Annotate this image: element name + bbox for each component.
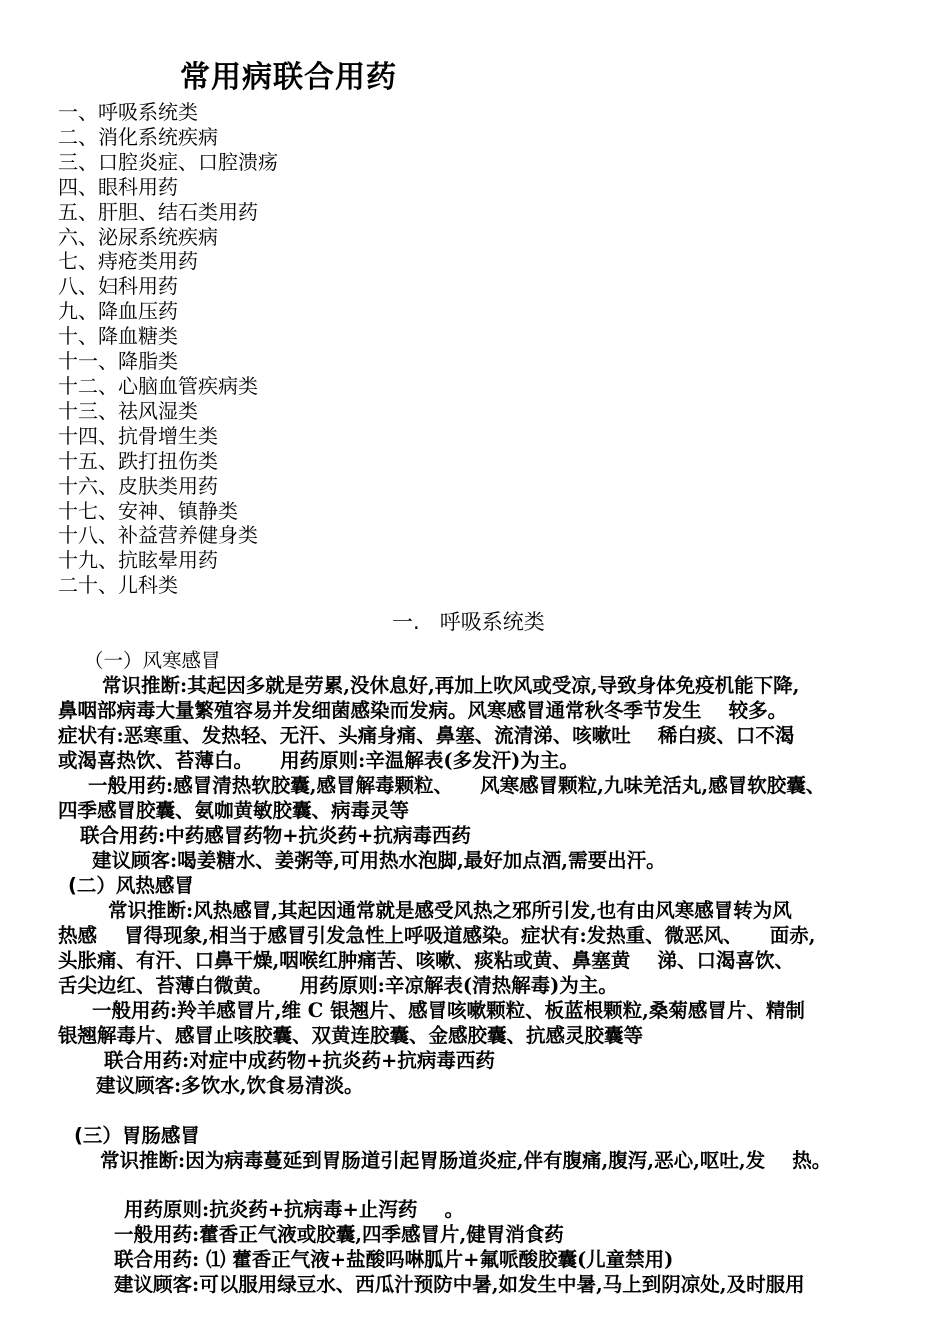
toc-item: 二、消化系统疾病: [58, 124, 218, 149]
toc-item: 八、妇科用药: [58, 274, 178, 299]
toc-item: 六、泌尿系统疾病: [58, 224, 218, 249]
toc-item: 十一、降脂类: [58, 349, 178, 374]
table-of-contents: [58, 100, 278, 598]
toc-item: 十六、皮肤类用药: [58, 473, 218, 498]
paragraph-line: 一般用药:感冒清热软胶囊,感冒解毒颗粒、 风寒感冒颗粒,九味羌活丸,感冒软胶囊、: [88, 774, 826, 797]
toc-item: 十八、补益营养健身类: [58, 523, 258, 548]
paragraph-line: 联合用药: ⑴ 藿香正气液+盐酸吗啉胍片+氟哌酸胶囊(儿童禁用): [114, 1248, 674, 1271]
paragraph-line: 常识推断:因为病毒蔓延到胃肠道引起胃肠道炎症,伴有腹痛,腹泻,恶心,呕吐,发 热。: [100, 1149, 832, 1172]
paragraph-line: 舌尖边红、苔薄白微黄。 用药原则:辛凉解表(清热解毒)为主。: [58, 974, 618, 997]
subsection-heading: (二）风热感冒: [68, 874, 194, 897]
paragraph-line: 症状有:恶寒重、发热轻、无汗、头痛身痛、鼻塞、流清涕、咳嗽吐 稀白痰、口不渴: [58, 724, 795, 747]
toc-item: 十三、祛风湿类: [58, 398, 198, 423]
toc-item: 九、降血压药: [58, 299, 178, 324]
paragraph-line: 用药原则:抗炎药+抗病毒+止泻药 。: [124, 1198, 465, 1221]
toc-item: 三、口腔炎症、口腔溃疡: [58, 149, 278, 174]
toc-item: 一、呼吸系统类: [58, 100, 198, 124]
paragraph-line: 联合用药:中药感冒药物+抗炎药+抗病毒西药: [80, 824, 471, 847]
toc-item: 五、肝胆、结石类用药: [58, 199, 258, 224]
paragraph-line: 头胀痛、有汗、口鼻干燥,咽喉红肿痛苦、咳嗽、痰粘或黄、鼻塞黄 涕、口渴喜饮、: [58, 949, 794, 972]
paragraph-line: 或渴喜热饮、苔薄白。 用药原则:辛温解表(多发汗)为主。: [58, 749, 579, 772]
paragraph-line: 银翘解毒片、感冒止咳胶囊、双黄连胶囊、金感胶囊、抗感灵胶囊等: [58, 1024, 644, 1047]
toc-item: 十五、跌打扭伤类: [58, 448, 218, 473]
toc-item: 十七、安神、镇静类: [58, 498, 238, 523]
toc-item: 十九、抗眩晕用药: [58, 548, 218, 573]
paragraph-line: 鼻咽部病毒大量繁殖容易并发细菌感染而发病。风寒感冒通常秋冬季节发生 较多。: [58, 699, 788, 722]
toc-item: 四、眼科用药: [58, 174, 178, 199]
paragraph-line: 常识推断:其起因多就是劳累,没休息好,再加上吹风或受凉,导致身体免疫机能下降,: [102, 674, 800, 697]
toc-item: 十二、心脑血管疾病类: [58, 373, 258, 398]
paragraph-line: 建议顾客:可以服用绿豆水、西瓜汁预防中暑,如发生中暑,马上到阴凉处,及时服用: [114, 1273, 805, 1296]
toc-item: 十四、抗骨增生类: [58, 423, 218, 448]
page-title: 常用病联合用药: [180, 60, 397, 95]
toc-item: 二十、儿科类: [58, 573, 178, 598]
section-heading: 一. 呼吸系统类: [392, 610, 545, 634]
paragraph-line: 建议顾客:喝姜糖水、姜粥等,可用热水泡脚,最好加点酒,需要出汗。: [92, 849, 666, 872]
toc-item: 七、痔疮类用药: [58, 249, 198, 274]
paragraph-line: 一般用药:羚羊感冒片,维 C 银翘片、感冒咳嗽颗粒、板蓝根颗粒,桑菊感冒片、精制: [92, 999, 805, 1022]
subsection-heading: （一）风寒感冒: [84, 649, 221, 672]
paragraph-line: 热感 冒得现象,相当于感冒引发急性上呼吸道感染。症状有:发热重、微恶风、 面赤,: [58, 924, 816, 947]
paragraph-line: 建议顾客:多饮水,饮食易清淡。: [96, 1074, 364, 1097]
paragraph-line: 四季感冒胶囊、氨咖黄敏胶囊、病毒灵等: [58, 799, 410, 822]
paragraph-line: 联合用药:对症中成药物+抗炎药+抗病毒西药: [104, 1049, 495, 1072]
subsection-heading: (三）胃肠感冒: [74, 1124, 200, 1147]
toc-item: 十、降血糖类: [58, 324, 178, 349]
paragraph-line: 一般用药:藿香正气液或胶囊,四季感冒片,健胃消食药: [114, 1223, 564, 1246]
paragraph-line: 常识推断:风热感冒,其起因通常就是感受风热之邪所引发,也有由风寒感冒转为风: [108, 899, 792, 922]
